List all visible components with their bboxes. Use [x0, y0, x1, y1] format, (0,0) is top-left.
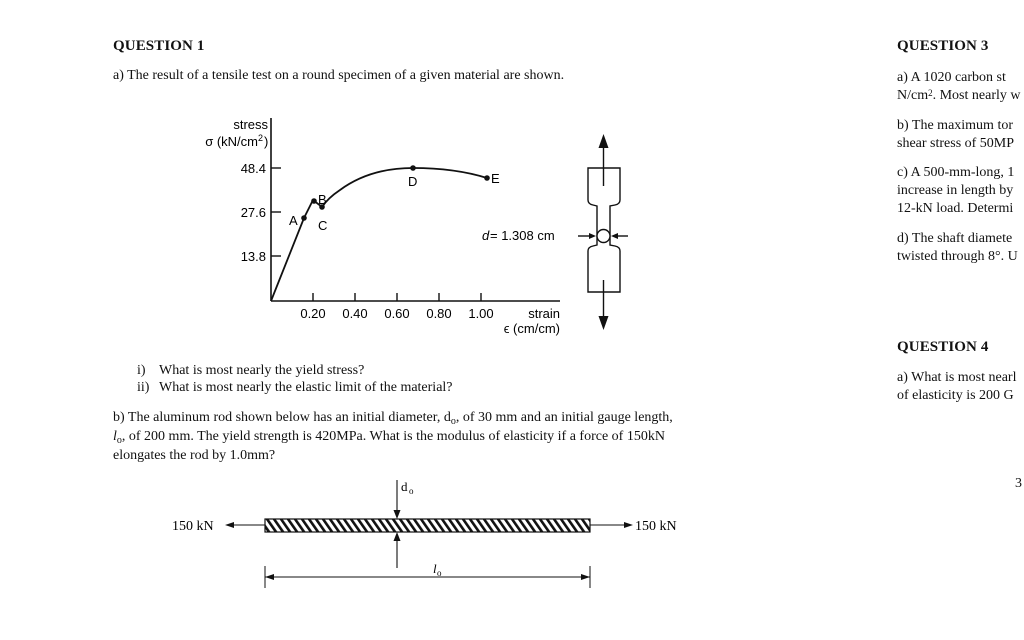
question-4a-line1: a) What is most nearl [897, 370, 1017, 385]
diameter-annotation-value: = 1.308 cm [490, 228, 555, 243]
x-tick-0-40: 0.40 [342, 306, 368, 321]
question-3d-line2: twisted through 8°. U [897, 249, 1018, 264]
question-1a-intro: a) The result of a tensile test on a round specimen of a given material are shown. [113, 68, 565, 83]
y-axis-title-line1: stress [233, 117, 268, 132]
stress-strain-curve [271, 168, 487, 301]
y-axis-title-line2: σ (kN/cm [205, 134, 258, 149]
sub-question-ii: ii) What is most nearly the elastic limit of the material? [137, 380, 453, 395]
label-c: C [318, 218, 328, 233]
length-arrow-right-icon [581, 574, 590, 580]
x-tick-0-80: 0.80 [426, 306, 452, 321]
hatched-rod [265, 519, 590, 532]
y-axis-title-close: ) [264, 134, 269, 149]
length-label-sub: o [437, 568, 442, 578]
point-a [301, 215, 307, 221]
x-tick-1-00: 1.00 [468, 306, 494, 321]
diameter-label: d [401, 479, 408, 494]
right-force-arrow-icon [624, 522, 633, 528]
left-force-label: 150 kN [172, 519, 214, 534]
diameter-annotation-var: d [482, 228, 490, 243]
length-label: l [433, 561, 437, 576]
y-tick-27-6: 27.6 [240, 205, 266, 220]
question-3a-line2: $N/cm^2$. Most nearly w [897, 88, 1021, 103]
question-3b-line2: shear stress of 50MP [897, 136, 1015, 151]
arrow-left-icon [611, 233, 618, 239]
sub-question-i: i) What is most nearly the yield stress? [137, 363, 365, 378]
question-4a-line2: of elasticity is 200 G [897, 388, 1014, 403]
question-3c-line1: c) A 500-mm-long, 1 [897, 165, 1015, 180]
tensile-specimen-icon [578, 140, 628, 322]
diameter-label-sub: o [409, 486, 414, 496]
label-d: D [408, 174, 418, 189]
question-3b-line1: b) The maximum tor [897, 118, 1013, 133]
diameter-arrow-up-icon [394, 532, 401, 541]
label-e: E [491, 171, 500, 186]
question-4-title: QUESTION 4 [897, 339, 989, 355]
y-axis-title-sup: 2 [258, 133, 264, 143]
x-axis-title-line1: strain [528, 306, 560, 321]
x-axis-title-line2: ϵ (cm/cm) [503, 321, 560, 336]
question-3c-line2: increase in length by [897, 183, 1014, 198]
right-force-label: 150 kN [635, 519, 677, 534]
question-1b-line1: b) The aluminum rod shown below has an initial diameter, $d_o$, of 30 mm and an initial gauge length, [113, 410, 673, 427]
aluminum-rod-diagram [160, 470, 700, 595]
point-e [484, 175, 490, 181]
left-force-arrow-icon [225, 522, 234, 528]
y-tick-13-8: 13.8 [240, 249, 266, 264]
label-a: A [289, 213, 298, 228]
point-d [410, 165, 416, 171]
question-1-title: QUESTION 1 [113, 38, 205, 54]
question-1b-line3: elongates the rod by 1.0mm? [113, 448, 276, 463]
question-1b-line2: $l_o$, of 200 mm. The yield strength is 420MPa. What is the modulus of elasticity if a force of 150kN [113, 429, 665, 446]
x-tick-0-60: 0.60 [384, 306, 410, 321]
question-3c-line3: 12-kN load. Determi [897, 201, 1014, 216]
arrow-right-icon [589, 233, 596, 239]
label-b: B [318, 192, 327, 207]
length-arrow-left-icon [265, 574, 274, 580]
question-3a-line1: a) A 1020 carbon st [897, 70, 1006, 85]
stress-strain-chart [180, 100, 660, 345]
point-b [311, 198, 317, 204]
arrow-up-icon [599, 134, 609, 148]
y-tick-48-4: 48.4 [240, 161, 266, 176]
page-number: 3 [1015, 476, 1022, 491]
diameter-arrow-down-icon [394, 510, 401, 519]
x-tick-0-20: 0.20 [300, 306, 326, 321]
arrow-down-icon [599, 316, 609, 330]
question-3-title: QUESTION 3 [897, 38, 989, 54]
question-3d-line1: d) The shaft diamete [897, 231, 1013, 246]
